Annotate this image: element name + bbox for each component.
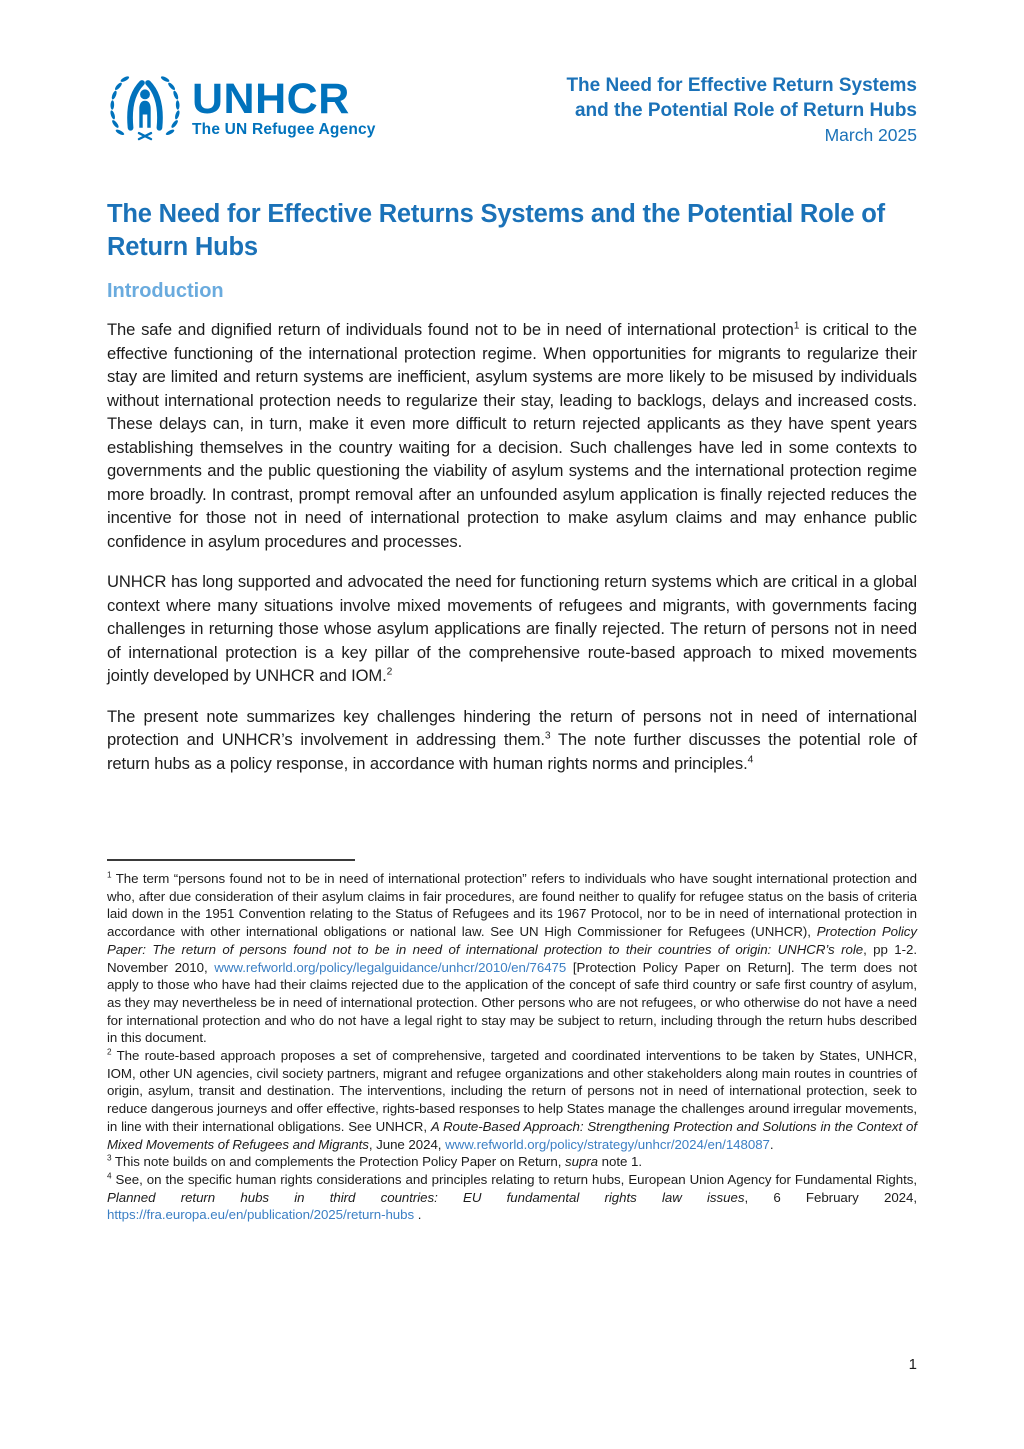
text-run: 3 [107,1153,112,1163]
footnote-1 [107,870,917,1047]
header-title-line1: The Need for Effective Return Systems [566,75,917,96]
text-run: The safe and dignified return of individuals found not to be in need of international protection [107,320,794,339]
text-run: . [769,1136,774,1152]
logo-text [192,77,376,139]
page-header [107,70,917,148]
text-run: 4 [107,1171,112,1181]
text-run: The term “persons found not to be in need of international protection” refers to individuals who have sought international protection and who, after due consideration of their asylum claims in fair procedures, are found neither to qualify for refugee status on the basis of criteria laid down in the 1951 Convention relating to the Status of Refugees and its 1967 Protocol, nor to be in need of international protection in accordance with other international obligations or national law. See UN High Commissioner for Refugees (UNHCR), [107,871,917,940]
text-run: 2 [107,1047,112,1057]
document-title: The Need for Effective Returns Systems and the Potential Role of Return Hubs [107,200,885,261]
body-paragraph-2 [107,570,917,688]
text-run: [Protection Policy Paper on Return]. The term does not apply to those who have had their claims rejected due to the application of the concept of safe third country or safe first country of asylum, as they may nevertheless be in need of international protection. Other persons who are not refugees, or who otherwise do not have a need for international protection and who do not have a legal right to stay may be subject to return, including through the return hubs described in this document. [107,959,918,1046]
body-paragraph-3 [107,705,917,776]
footnote-separator [107,859,355,861]
header-title-line2: and the Potential Role of Return Hubs [574,100,917,121]
text-run: 3 [544,730,551,742]
hyperlink[interactable]: https://fra.europa.eu/en/publication/2025/return-hubs [107,1207,415,1223]
text-run: The note further discusses the potential role of return hubs as a policy response, in accordance with human rights norms and principles. [107,730,918,773]
text-run: 1 [793,320,800,332]
text-run: The present note summarizes key challenges hindering the return of persons not in need of international protection and UNHCR’s involvement in addressing them. [107,706,917,749]
header-date: March 2025 [824,125,917,145]
text-run: The route-based approach proposes a set of comprehensive, targeted and coordinated interventions to be taken by States, UNHCR, IOM, other UN agencies, civil society partners, migrant and refugee organizations and other stakeholders along main routes in countries of origin, asylum, transit and destination. The interventions, including the return of persons not in need of international protection, seek to reduce dangerous journeys and offer effective, rights-based responses to help States manage the challenges around irregular movements, in line with their international obligations. See UNHCR, [107,1048,917,1134]
text-run: Protection Policy Paper: The return of persons found not to be in need of international protection to their countries of origin: UNHCR’s role [107,924,917,957]
header-title-block [566,70,917,148]
text-run: 2 [386,666,393,678]
text-run: UNHCR has long supported and advocated the need for functioning return systems which are critical in a global context where many situations involve mixed movements of refugees and migrants, with governments facing challenges in returning those whose asylum applications are finally rejected. The return of persons not in need of international protection is a key pillar of the comprehensive route-based approach to mixed movements jointly developed by UNHCR and IOM. [107,572,917,685]
text-run: Planned return hubs in third countries: EU fundamental rights law issues [107,1189,745,1205]
footnote-3 [107,1153,917,1171]
text-run: See, on the specific human rights considerations and principles relating to return hubs, European Union Agency for Fundamental Rights, [111,1171,917,1187]
text-run: , June 2024, [368,1136,446,1152]
footnote-4 [107,1171,917,1224]
hyperlink[interactable]: www.refworld.org/policy/strategy/unhcr/2024/en/148087 [445,1136,770,1152]
text-run: supra [565,1154,599,1170]
hyperlink[interactable]: www.refworld.org/policy/legalguidance/unhcr/2010/en/76475 [214,959,567,975]
logo-tagline: The UN Refugee Agency [192,121,376,138]
text-run: , 6 February 2024, [744,1189,918,1205]
text-run: This note builds on and complements the Protection Policy Paper on Return, [111,1154,566,1170]
section-heading-introduction: Introduction [107,280,224,302]
text-run: 4 [747,753,754,765]
footnote-section [107,859,917,1224]
logo-wordmark: UNHCR [192,75,350,123]
body-paragraph-1 [107,318,917,553]
page-number: 1 [908,1356,917,1373]
unhcr-logo [107,70,376,146]
text-run: A Route-Based Approach: Strengthening Protection and Solutions in the Context of Mixed Movements of Refugees and Migrants [107,1118,917,1152]
unhcr-emblem-icon [107,70,183,146]
text-run: , pp 1-2. November 2010, [107,941,917,975]
text-run: note 1. [598,1154,642,1170]
text-run: 1 [107,870,112,880]
text-run: is critical to the effective functioning of the international protection regime. When opportunities for migrants to regularize their stay are limited and return systems are inefficient, asylum systems are more likely to be misused by individuals without international protection needs to regularize their stay, leading to backlogs, delays and increased costs. These delays can, in turn, make it even more difficult to return rejected applicants as they have spent years establishing themselves in the country waiting for a decision. Such challenges have led in some contexts to governments and the public questioning the viability of asylum systems and the international protection regime more broadly. In contrast, prompt removal after an unfounded asylum application is finally rejected reduces the incentive for those not in need of international protection to make asylum claims and may enhance public confidence in asylum procedures and processes. [107,320,917,551]
text-run: . [414,1207,422,1223]
footnote-2 [107,1047,917,1153]
